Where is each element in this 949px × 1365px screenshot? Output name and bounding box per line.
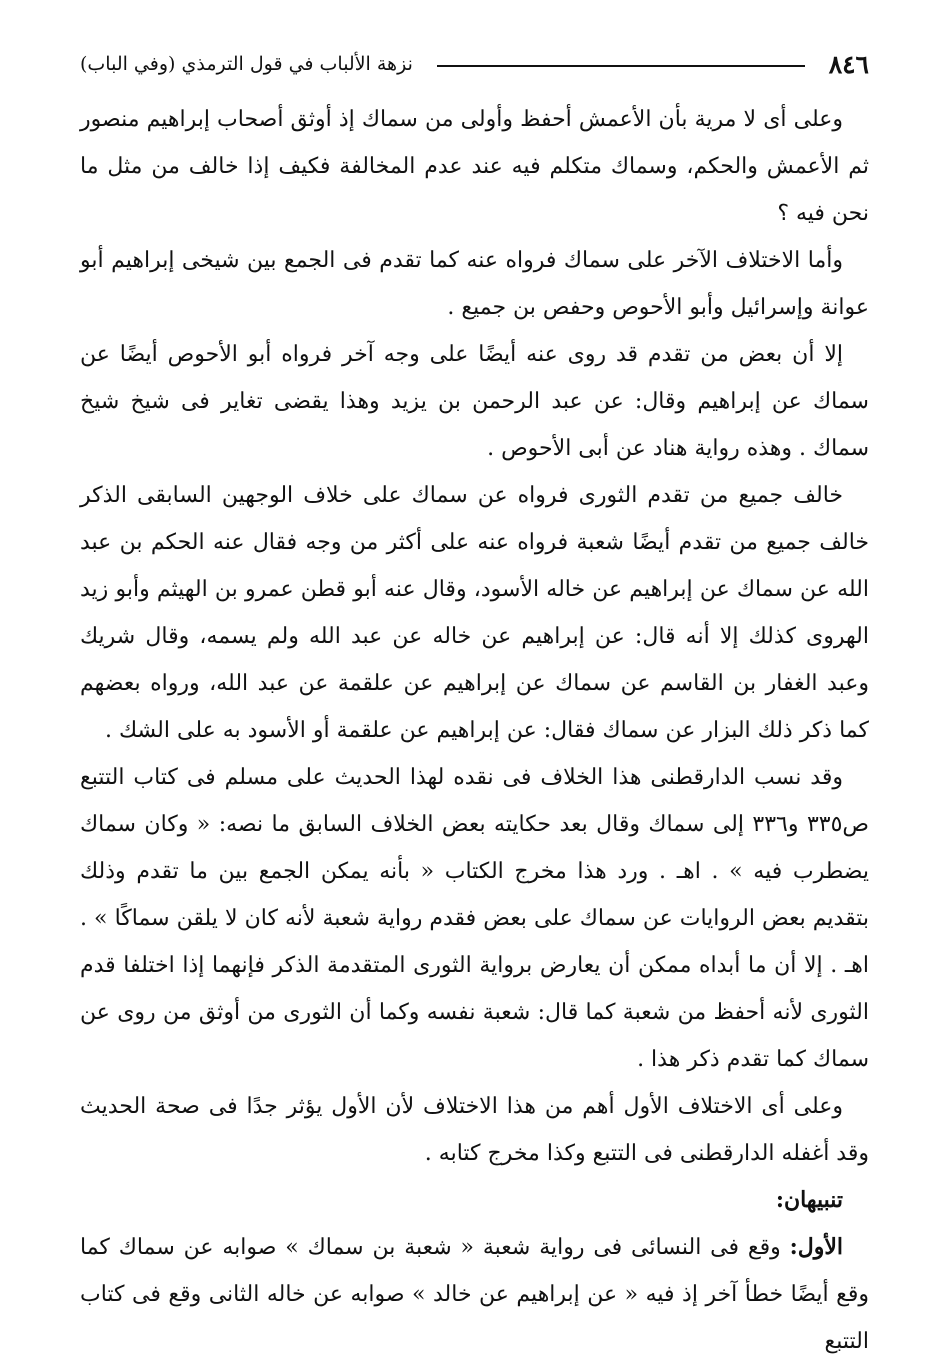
notes-heading: تنبيهان: [775,1187,843,1213]
paragraph: وعلى أى الاختلاف الأول أهم من هذا الاختلاف لأن الأول يؤثر جدًا فى صحة الحديث وقد أغفله الدارقطنى فى التتبع وكذا مخرج كتابه . [80,1094,869,1166]
paragraph: وأما الاختلاف الآخر على سماك فرواه عنه كما تقدم فى الجمع بين شيخى إبراهيم أبو عوانة وإسرائيل وأبو الأحوص وحفص بن جميع . [80,248,869,320]
paragraph: إلا أن بعض من تقدم قد روى عنه أيضًا على وجه آخر فرواه أبو الأحوص أيضًا عن سماك عن إبراهيم وقال: عن عبد الرحمن بن يزيد وهذا يقضى تغاير فى شيخ شيخ سماك . وهذه رواية هناد عن أبى الأحوص . [80,342,869,461]
running-title: نزهة الألباب في قول الترمذي (وفي الباب) [80,53,413,75]
page-number: ٨٤٦ [828,49,869,79]
header-rule [437,65,805,67]
paragraph: وعلى أى لا مرية بأن الأعمش أحفظ وأولى من سماك إذ أوثق أصحاب إبراهيم منصور ثم الأعمش والحكم، وسماك متكلم فيه عند عدم المخالفة فكيف إذا خالف من مثل ما نحن فيه ؟ [80,107,869,226]
first-note-label: الأول: [789,1234,843,1260]
page-body [80,96,869,1365]
paragraph: وقد نسب الدارقطنى هذا الخلاف فى نقده لهذا الحديث على مسلم فى كتاب التتبع ص٣٣٥ و٣٣٦ إلى سماك وقال بعد حكايته بعض الخلاف السابق ما نصه: « وكان سماك يضطرب فيه » . اهـ . ورد هذا مخرج الكتاب « بأنه يمكن الجمع بين ما تقدم وذلك بتقديم بعض الروايات عن سماك على بعض فقدم رواية شعبة لأنه كان لا يلقن سماكًا » . اهـ . إلا أن ما أبداه ممكن أن يعارض برواية الثورى المتقدمة الذكر فإنهما إذا اختلفا قدم الثورى لأنه أحفظ من شعبة كما قال: شعبة نفسه وكما أن الثورى من أوثق من روى عن سماك كما تقدم ذكر هذا . [80,765,869,1072]
first-note [80,1224,869,1365]
page-header [80,44,869,84]
paragraph: خالف جميع من تقدم الثورى فرواه عن سماك على خلاف الوجهين السابقى الذكر خالف جميع من تقدم أيضًا شعبة فرواه عنه على أكثر من وجه فقال عنه الحكم بن عبد الله عن سماك عن إبراهيم عن خاله الأسود، وقال عنه أبو قطن عمرو بن الهيثم وأبو زيد الهروى كذلك إلا أنه قال: عن إبراهيم عن خاله عن عبد الله ولم يسمه، وقال شريك وعبد الغفار بن القاسم عن سماك عن إبراهيم عن علقمة عن عبد الله، ورواه بعضهم كما ذكر ذلك البزار عن سماك فقال: عن إبراهيم عن علقمة أو الأسود به على الشك . [80,483,869,743]
first-note-text: وقع فى النسائى فى رواية شعبة « شعبة بن سماك » صوابه عن سماك كما وقع أيضًا خطأ آخر إذ فيه « عن إبراهيم عن خالد » صوابه عن خاله الثانى وقع فى كتاب التتبع [80,1235,869,1354]
